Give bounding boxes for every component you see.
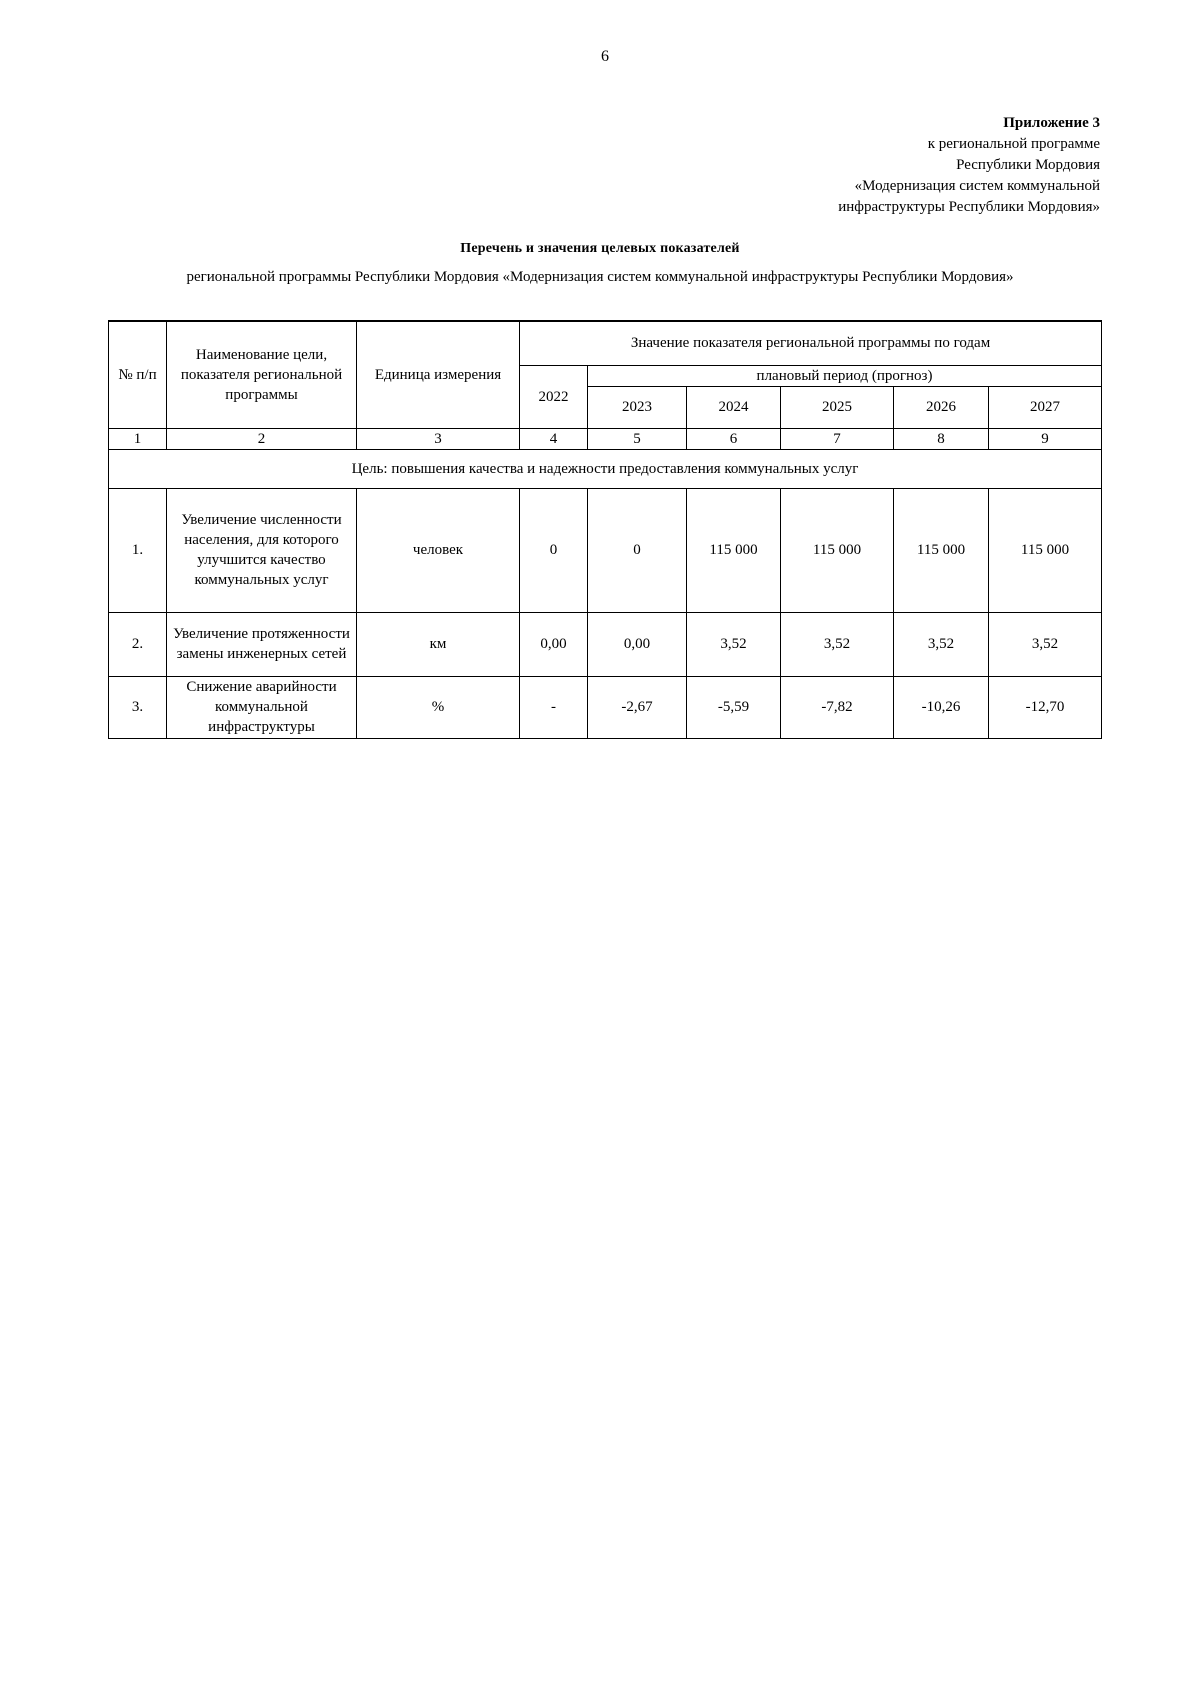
header-year: 2023: [588, 386, 687, 428]
header-unit: Единица измерения: [357, 321, 520, 428]
row-value: 115 000: [687, 488, 781, 612]
column-number: 6: [687, 428, 781, 449]
row-name: Увеличение численности населения, для которого улучшится качество коммунальных услуг: [167, 488, 357, 612]
row-value: 115 000: [894, 488, 989, 612]
row-value: -: [520, 676, 588, 738]
column-number: 2: [167, 428, 357, 449]
row-value: -2,67: [588, 676, 687, 738]
table-row: [109, 612, 1102, 676]
indicators-table: [108, 320, 1102, 739]
row-num: 1.: [109, 488, 167, 612]
appendix-line: к региональной программе: [927, 136, 1100, 152]
column-number: 8: [894, 428, 989, 449]
row-unit: человек: [357, 488, 520, 612]
row-value: -10,26: [894, 676, 989, 738]
row-name: Снижение аварийности коммунальной инфраструктуры: [167, 676, 357, 738]
row-value: -12,70: [989, 676, 1102, 738]
header-values-by-year: Значение показателя региональной программы по годам: [520, 321, 1102, 365]
header-year: 2027: [989, 386, 1102, 428]
row-value: 3,52: [989, 612, 1102, 676]
column-number: 9: [989, 428, 1102, 449]
row-num: 3.: [109, 676, 167, 738]
table-row: [109, 488, 1102, 612]
appendix-line: Республики Мордовия: [956, 157, 1100, 173]
row-value: 0,00: [520, 612, 588, 676]
appendix-title: Приложение 3: [1003, 115, 1100, 131]
row-value: 3,52: [687, 612, 781, 676]
row-value: 0,00: [588, 612, 687, 676]
row-value: -5,59: [687, 676, 781, 738]
document-subtitle: региональной программы Республики Мордовия «Модернизация систем коммунальной инфраструктуры Республики Мордовия»: [186, 269, 1014, 285]
row-value: 3,52: [894, 612, 989, 676]
header-year: 2025: [781, 386, 894, 428]
row-value: 0: [520, 488, 588, 612]
document-title: Перечень и значения целевых показателей: [460, 241, 740, 256]
header-year: 2022: [520, 365, 588, 428]
column-number: 1: [109, 428, 167, 449]
row-value: 115 000: [781, 488, 894, 612]
row-unit: км: [357, 612, 520, 676]
header-num: № п/п: [109, 321, 167, 428]
row-unit: %: [357, 676, 520, 738]
row-value: 115 000: [989, 488, 1102, 612]
column-number: 5: [588, 428, 687, 449]
header-name: Наименование цели, показателя региональной программы: [167, 321, 357, 428]
column-number: 3: [357, 428, 520, 449]
row-value: 0: [588, 488, 687, 612]
column-number: 7: [781, 428, 894, 449]
column-number: 4: [520, 428, 588, 449]
header-year: 2026: [894, 386, 989, 428]
row-num: 2.: [109, 612, 167, 676]
row-value: -7,82: [781, 676, 894, 738]
appendix-block: [838, 113, 1100, 218]
header-year: 2024: [687, 386, 781, 428]
appendix-line: инфраструктуры Республики Мордовия»: [838, 199, 1100, 215]
table-row: [109, 676, 1102, 738]
appendix-line: «Модернизация систем коммунальной: [854, 178, 1100, 194]
row-value: 3,52: [781, 612, 894, 676]
page-number: 6: [601, 48, 609, 65]
header-planning-period: плановый период (прогноз): [588, 365, 1102, 386]
goal-row: Цель: повышения качества и надежности предоставления коммунальных услуг: [109, 449, 1102, 488]
row-name: Увеличение протяженности замены инженерных сетей: [167, 612, 357, 676]
